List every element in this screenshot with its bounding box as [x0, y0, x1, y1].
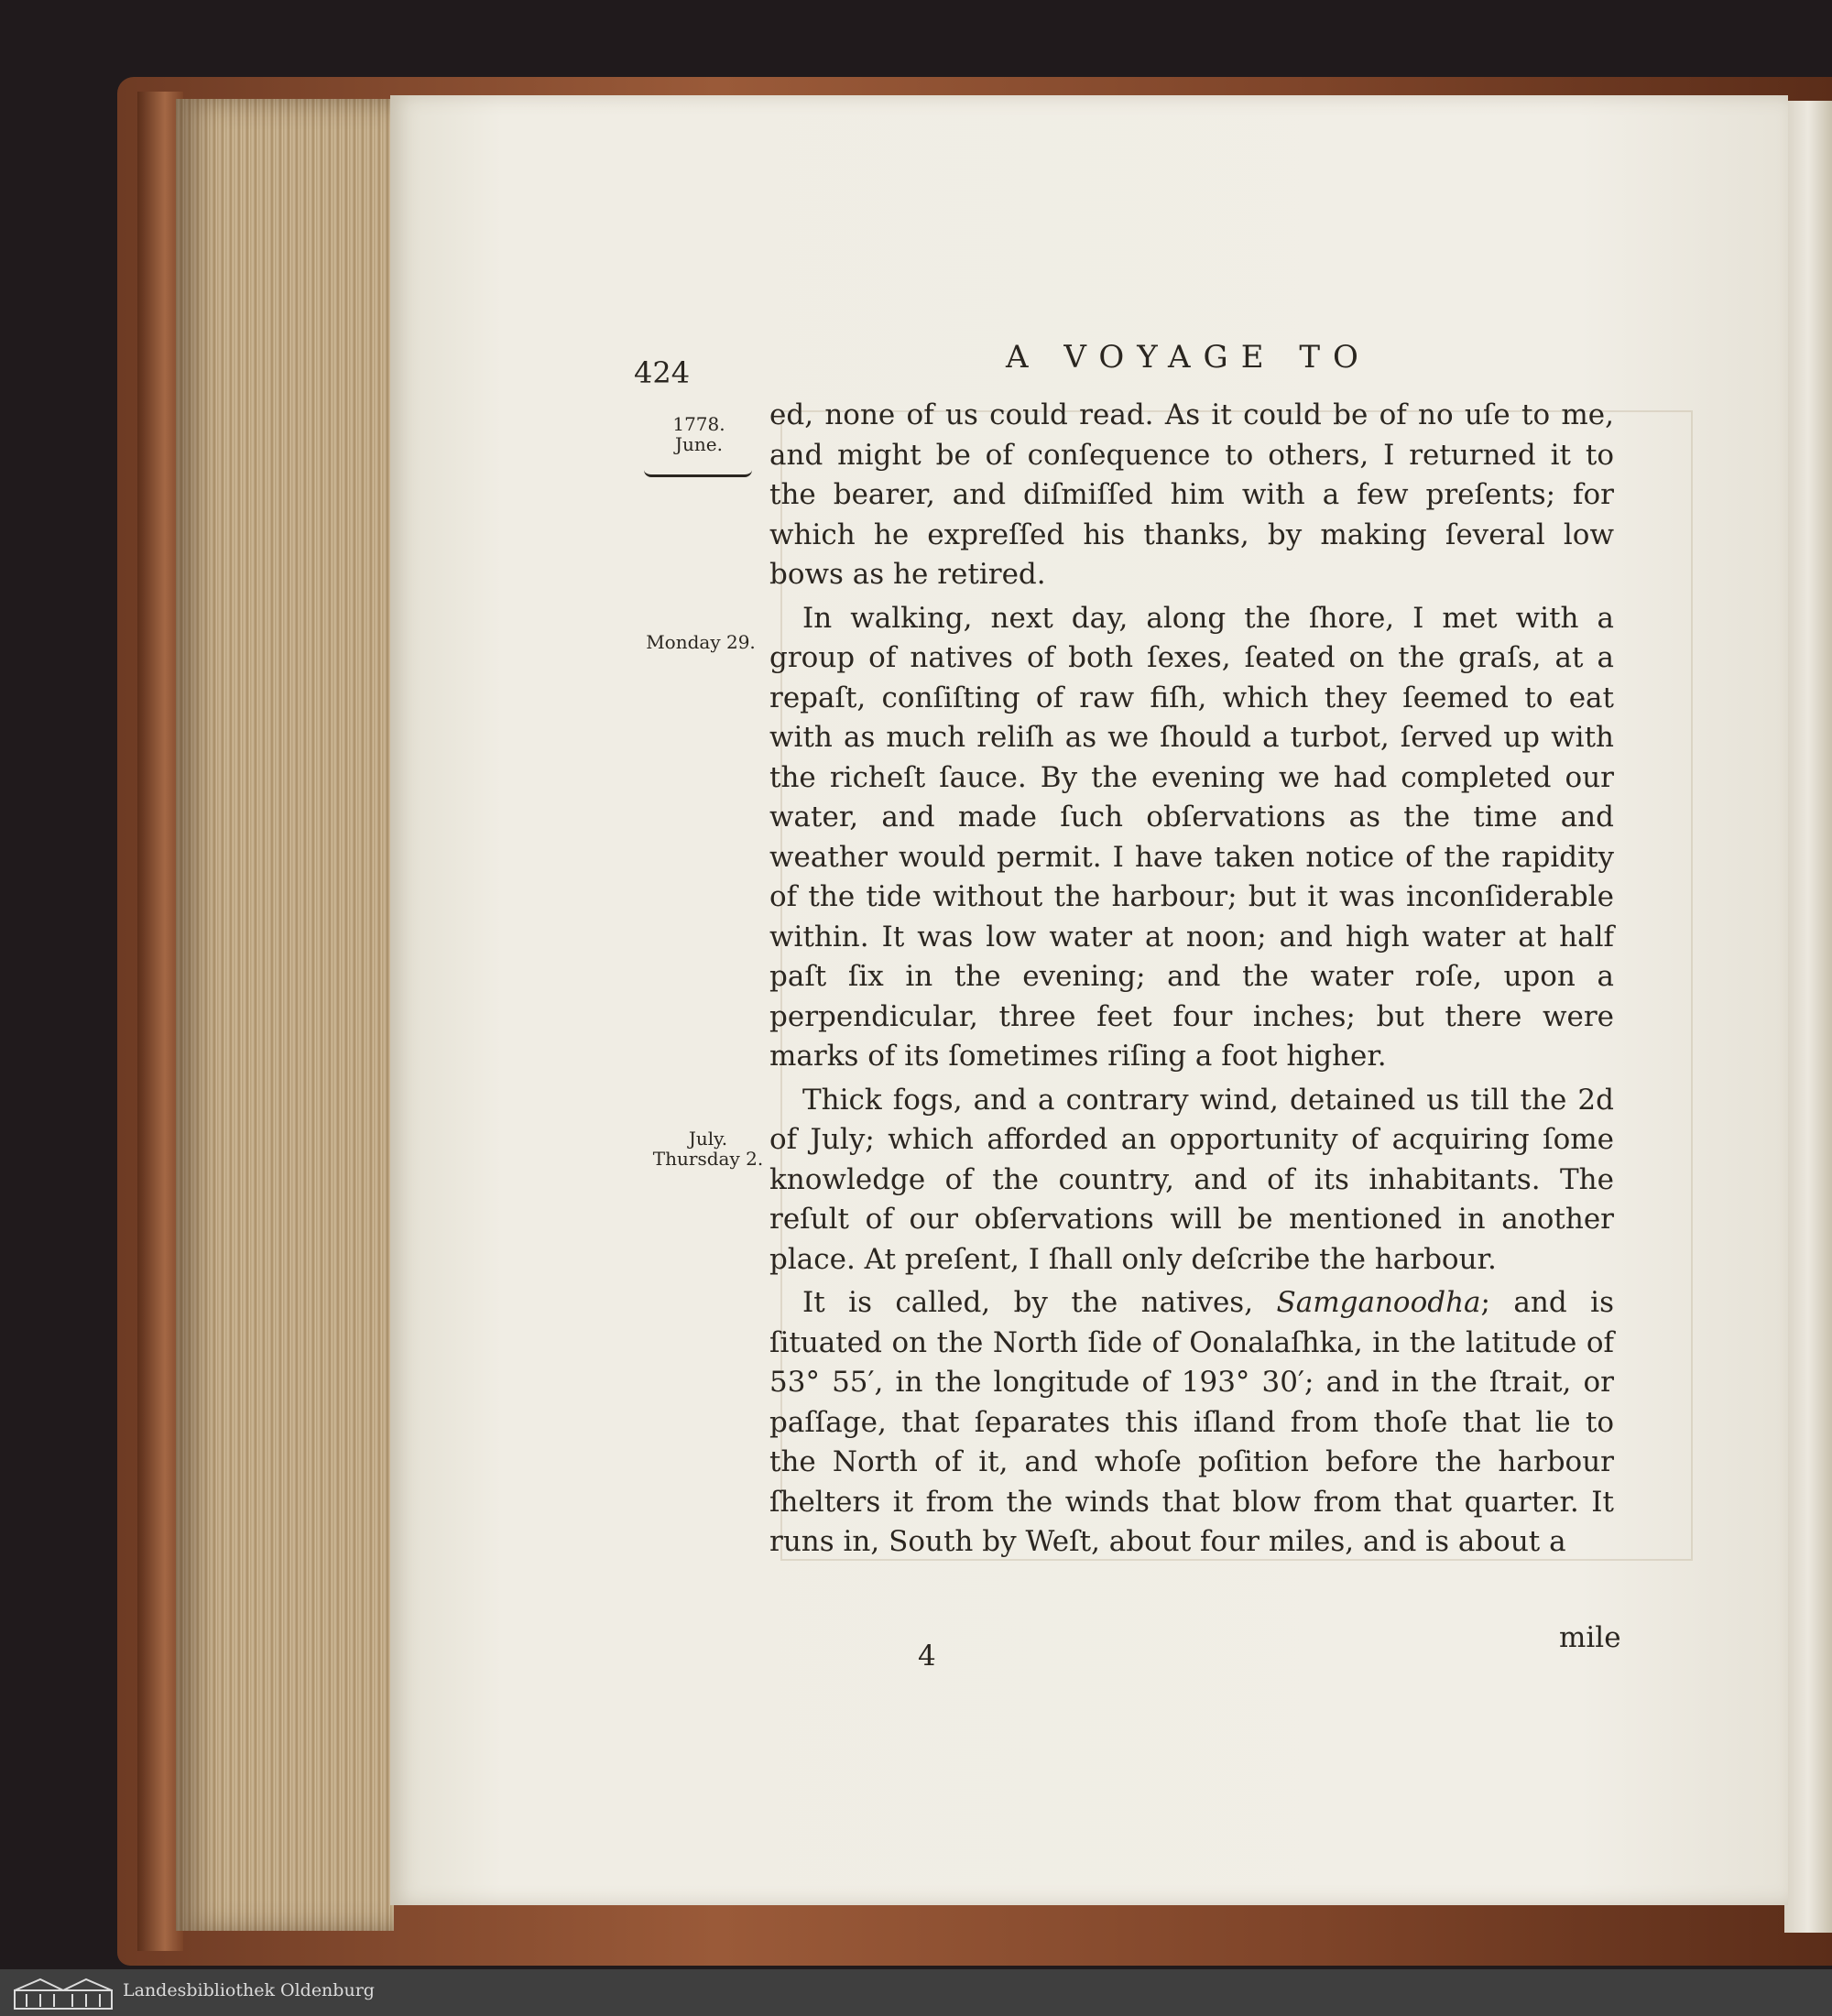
paragraph-3: Thick fogs, and a contrary wind, detained us till the 2d of July; which afforded an opportunity of acquiring ſome knowledge of the country, and of its inhabitants. The reſult of our obſervations will be mentioned in another place. At preſent, I ſhall only deſcribe the harbour.	[769, 1083, 1614, 1276]
running-head: A VOYAGE TO	[1006, 339, 1371, 376]
signature-mark: 4	[918, 1640, 936, 1673]
margin-note-thursday: Thursday 2.	[652, 1148, 764, 1170]
body-text	[769, 396, 1614, 1563]
margin-note-month-june: June.	[675, 433, 723, 455]
catchword: mile	[1559, 1621, 1621, 1654]
paragraph-4-start: It is called, by the natives,	[802, 1286, 1277, 1319]
place-name-samganoodha: Samganoodha	[1276, 1286, 1481, 1319]
footer-bar	[0, 1969, 1832, 2016]
margin-note-monday: Monday 29.	[646, 631, 756, 653]
library-building-icon	[13, 1976, 114, 2011]
margin-note-month-july: July.	[688, 1128, 728, 1150]
paragraph-4-rest: ; and is ſituated on the North ſide of Oonalaſhka, in the latitude of 53° 55′, in the longitude of 193° 30′; and in the ſtrait, or paſſage, that ſeparates this iſland from thoſe that lie to the North of it, and whoſe poſition before the harbour ſhelters it from the winds that blow from that quarter. It runs in, South by Weſt, about four miles, and is about a	[769, 1286, 1614, 1558]
margin-note-year: 1778.	[672, 413, 725, 435]
facing-page-edge	[1784, 101, 1832, 1933]
paragraph-4	[769, 1283, 1614, 1563]
paragraph-1: ed, none of us could read. As it could be of no uſe to me, and might be of conſequence to others, I returned it to the bearer, and diſmiſſed him with a few preſents; for which he expreſſed his thanks, by making ſeveral low bows as he retired.	[769, 398, 1614, 591]
page-edges	[176, 99, 394, 1931]
library-name: Landesbibliothek Oldenburg	[123, 1980, 375, 2000]
paragraph-2: In walking, next day, along the ſhore, I met with a group of natives of both ſexes, ſeated on the graſs, at a repaſt, conſiſting of raw fiſh, which they ſeemed to eat with as much reliſh as we ſhould a turbot, ſerved up with the richeſt ſauce. By the evening we had completed our water, and made ſuch obſervations as the time and weather would permit. I have taken notice of the rapidity of the tide without the harbour; but it was inconſiderable within. It was low water at noon; and high water at half paſt ſix in the evening; and the water roſe, upon a perpendicular, three feet four inches; but there were marks of its ſometimes riſing a foot higher.	[769, 601, 1614, 1073]
margin-brace	[644, 465, 752, 477]
page-number: 424	[634, 355, 691, 390]
